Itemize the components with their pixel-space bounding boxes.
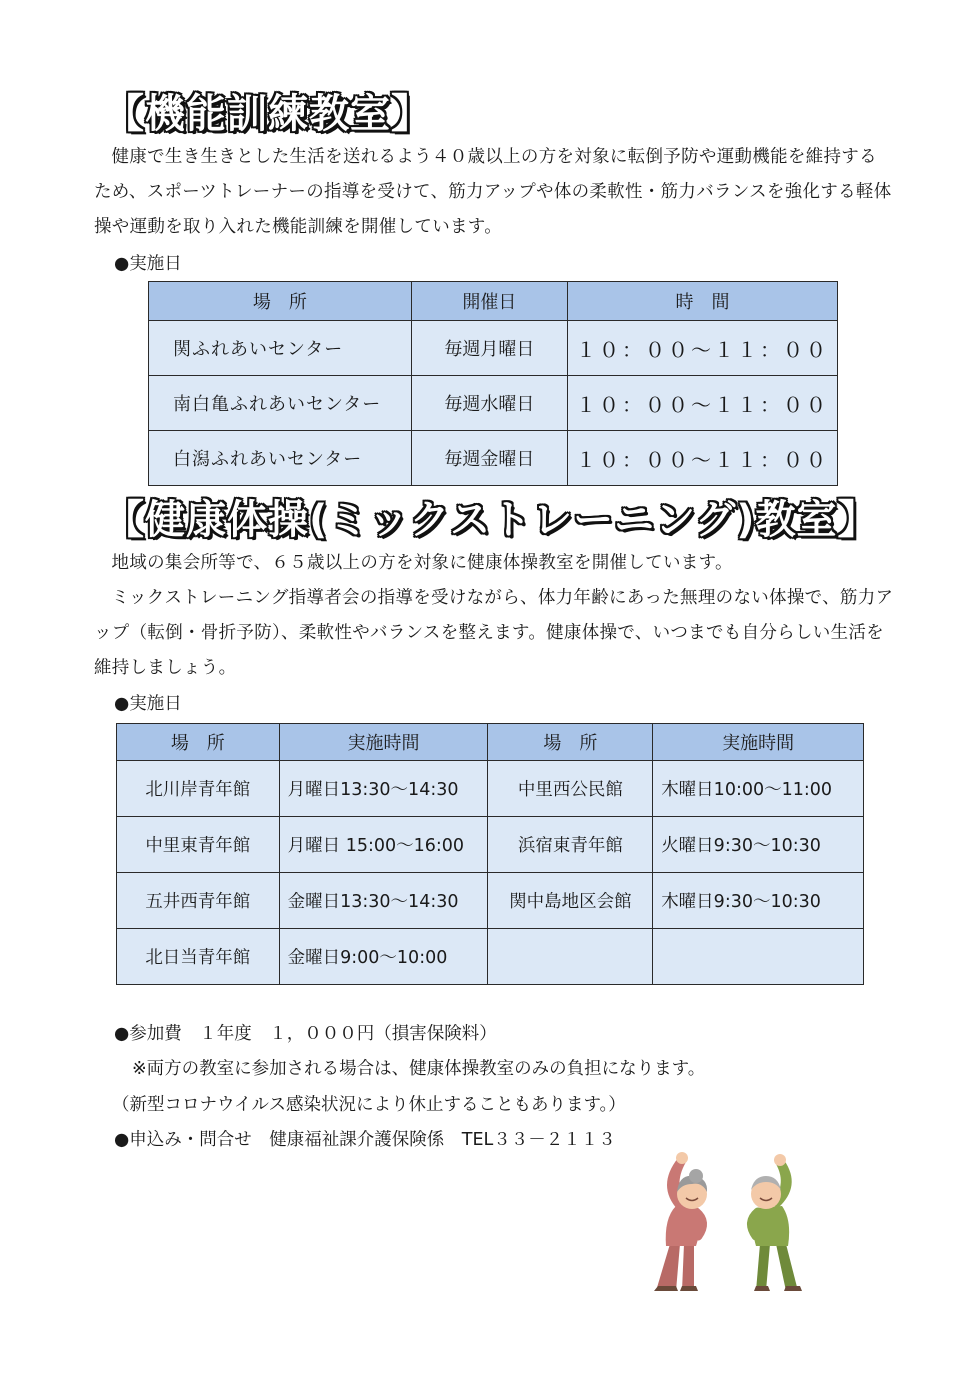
table-row <box>117 929 864 985</box>
section2-schedule-label: ●実施日 <box>114 694 182 714</box>
table-row <box>149 376 838 431</box>
cell-place: 関中島地区会館 <box>488 873 653 929</box>
training-schedule-table <box>148 281 838 486</box>
elderly-exercise-illustration <box>636 1146 842 1296</box>
cell-time: 火曜日9:30～10:30 <box>653 817 864 873</box>
header-time: 実施時間 <box>279 724 488 761</box>
header-place: 場 所 <box>117 724 280 761</box>
table-header-row <box>149 282 838 321</box>
cell-time: 月曜日13:30～14:30 <box>279 761 488 817</box>
table-row <box>117 761 864 817</box>
woman-figure <box>654 1152 707 1291</box>
header-place: 場 所 <box>149 282 412 321</box>
header-time: 実施時間 <box>653 724 864 761</box>
cell-place: 北日当青年館 <box>117 929 280 985</box>
header-time: 時 間 <box>568 282 838 321</box>
table-row <box>117 817 864 873</box>
cell-place: 五井西青年館 <box>117 873 280 929</box>
note-both-classes: ※両方の教室に参加される場合は、健康体操教室のみの負担になります。 <box>132 1059 706 1079</box>
cell-time: 月曜日 15:00～16:00 <box>279 817 488 873</box>
cell-time: 金曜日13:30～14:30 <box>279 873 488 929</box>
exercise-schedule-table <box>116 723 864 985</box>
header-place: 場 所 <box>488 724 653 761</box>
cell-time: １０：００～１１：００ <box>568 321 838 376</box>
cell-place: 浜宿東青年館 <box>488 817 653 873</box>
cell-day: 毎週月曜日 <box>411 321 567 376</box>
cell-place: 南白亀ふれあいセンター <box>149 376 412 431</box>
cell-place: 関ふれあいセンター <box>149 321 412 376</box>
cell-time: 木曜日10:00～11:00 <box>653 761 864 817</box>
header-day: 開催日 <box>411 282 567 321</box>
cell-time: 木曜日9:30～10:30 <box>653 873 864 929</box>
cell-place: 中里東青年館 <box>117 817 280 873</box>
cell-time: １０：００～１１：００ <box>568 376 838 431</box>
section1-schedule-label: ●実施日 <box>114 254 182 274</box>
section2-description-2: ミックストレーニング指導者会の指導を受けながら、体力年齢にあった無理のない体操で、筋力アップ（転倒・骨折予防）、柔軟性やバランスを整えます。健康体操で、いつまでも自分らしい生活を維持しましょう。 <box>94 588 894 678</box>
cell-place: 白潟ふれあいセンター <box>149 431 412 486</box>
cell-day: 毎週水曜日 <box>411 376 567 431</box>
note-covid: （新型コロナウイルス感染状況により休止することもあります。） <box>112 1095 626 1115</box>
man-figure <box>751 1154 802 1291</box>
table-header-row <box>117 724 864 761</box>
cell-place: 北川岸青年館 <box>117 761 280 817</box>
cell-day: 毎週金曜日 <box>411 431 567 486</box>
cell-place <box>488 929 653 985</box>
section2-title: 【健康体操(ミックストレーニング)教室】 <box>104 497 879 543</box>
table-row <box>149 321 838 376</box>
table-row <box>149 431 838 486</box>
cell-time: １０：００～１１：００ <box>568 431 838 486</box>
section1-description: 健康で生き生きとした生活を送れるよう４０歳以上の方を対象に転倒予防や運動機能を維持するため、スポーツトレーナーの指導を受けて、筋力アップや体の柔軟性・筋力バランスを強化する軽体操や運動を取り入れた機能訓練を開催しています。 <box>94 147 892 237</box>
cell-time <box>653 929 864 985</box>
participation-fee: ●参加費 １年度 １，０００円（損害保険料） <box>114 1024 497 1044</box>
contact-info: ●申込み・問合せ 健康福祉課介護保険係 TEL３３－２１１３ <box>114 1130 616 1150</box>
section2-description-1: 地域の集会所等で、６５歳以上の方を対象に健康体操教室を開催しています。 <box>111 553 733 573</box>
table-row <box>117 873 864 929</box>
section1-title: 【機能訓練教室】 <box>104 91 432 137</box>
cell-place: 中里西公民館 <box>488 761 653 817</box>
cell-time: 金曜日9:00～10:00 <box>279 929 488 985</box>
